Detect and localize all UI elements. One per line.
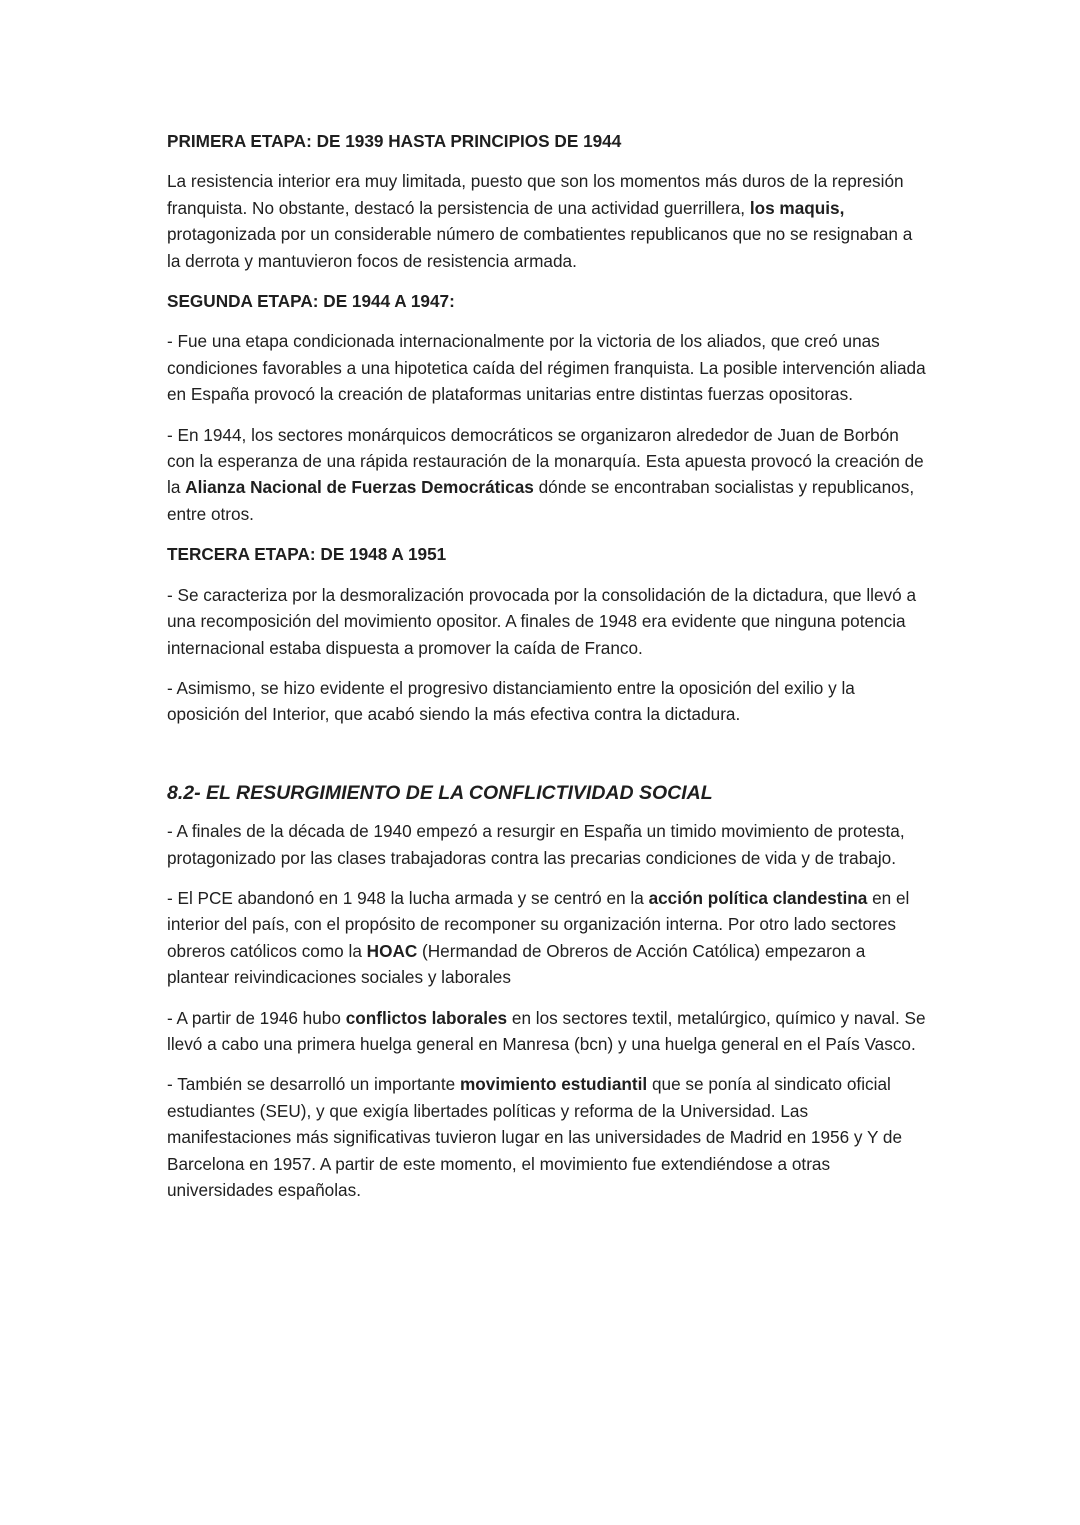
bold-term: conflictos laborales — [345, 1007, 508, 1028]
stage1-paragraph — [167, 168, 927, 274]
bold-term: Alianza Nacional de Fuerzas Democráticas — [185, 477, 534, 498]
stage2-paragraph-1: - Fue una etapa condicionada internacionalmente por la victoria de los aliados, que creó unas condiciones favorables a una hipotetica caída del régimen franquista. La posible intervención aliada en España provocó la creación de plataformas unitarias entre distintas fuerzas opositoras. — [167, 331, 926, 405]
section2-paragraph-4 — [167, 1071, 927, 1203]
section-8-2-heading: 8.2- EL RESURGIMIENTO DE LA CONFLICTIVIDAD SOCIAL — [167, 781, 713, 804]
stage3-paragraph-2: - Asimismo, se hizo evidente el progresivo distanciamiento entre la oposición del exilio y la oposición del Interior, que acabó siendo la más efectiva contra la dictadura. — [167, 677, 855, 725]
section2-paragraph-3 — [167, 1005, 927, 1058]
stage1-heading: PRIMERA ETAPA: DE 1939 HASTA PRINCIPIOS DE 1944 — [167, 131, 622, 151]
text-run: - El PCE abandonó en 1 948 la lucha armada y se centró en la — [167, 887, 649, 908]
stage3-paragraph-1: - Se caracteriza por la desmoralización provocada por la consolidación de la dictadura, que llevó a una recomposición del movimiento opositor. A finales de 1948 era evidente que ninguna potencia internacional estaba dispuesta a promover la caída de Franco. — [167, 584, 917, 658]
section2-paragraph-2 — [167, 885, 927, 991]
text-run: La resistencia interior era muy limitada, puesto que son los momentos más duros de la represión franquista. No obstante, destacó la persistencia de una actividad guerrillera, — [167, 171, 904, 218]
text-run: protagonizada por un considerable número de combatientes republicanos que no se resignaban a la derrota y mantuvieron focos de resistencia armada. — [167, 224, 913, 271]
text-run: - También se desarrolló un importante — [167, 1074, 460, 1095]
stage2-heading: SEGUNDA ETAPA: DE 1944 A 1947: — [167, 291, 455, 312]
text-run: dónde se encontraban socialistas y republicanos, entre otros. — [167, 477, 915, 524]
bold-term: movimiento estudiantil — [459, 1074, 648, 1095]
document-page — [167, 128, 927, 1217]
bold-term: acción política clandestina — [648, 887, 868, 908]
bold-term: HOAC — [366, 940, 418, 961]
text-run: (Hermandad de Obreros de Acción Católica) empezaron a plantear reivindicaciones sociales y laborales — [167, 940, 866, 988]
section2-paragraph-1: - A finales de la década de 1940 empezó a resurgir en España un timido movimiento de protesta, protagonizado por las clases trabajadoras contra las precarias condiciones de vida y de trabajo. — [167, 821, 905, 868]
bold-term: los maquis, — [749, 197, 845, 218]
text-run: en los sectores textil, metalúrgico, químico y naval. Se llevó a cabo una primera huelga general en Manresa (bcn) y una huelga general en el País Vasco. — [167, 1007, 926, 1054]
text-run: - A partir de 1946 hubo — [167, 1007, 346, 1028]
stage3-heading: TERCERA ETAPA: DE 1948 A 1951 — [167, 544, 447, 565]
stage2-paragraph-2 — [167, 422, 927, 528]
text-run: - En 1944, los sectores monárquicos democráticos se organizaron alrededor de Juan de Borbón con la esperanza de una rápida restauración de la monarquía. Esta apuesta provocó la creación de la — [167, 424, 924, 498]
text-run: en el interior del país, con el propósito de recomponer su organización interna. Por otro lado sectores obreros católicos como la — [167, 887, 910, 961]
text-run: que se ponía al sindicato oficial estudiantes (SEU), y que exigía libertades políticas y reforma de la Universidad. Las manifestaciones más significativas tuvieron lugar en las universidades de Madrid en 1956 y Y de Barcelona en 1957. A partir de este momento, el movimiento fue extendiéndose a otras universidades españolas. — [167, 1074, 903, 1200]
